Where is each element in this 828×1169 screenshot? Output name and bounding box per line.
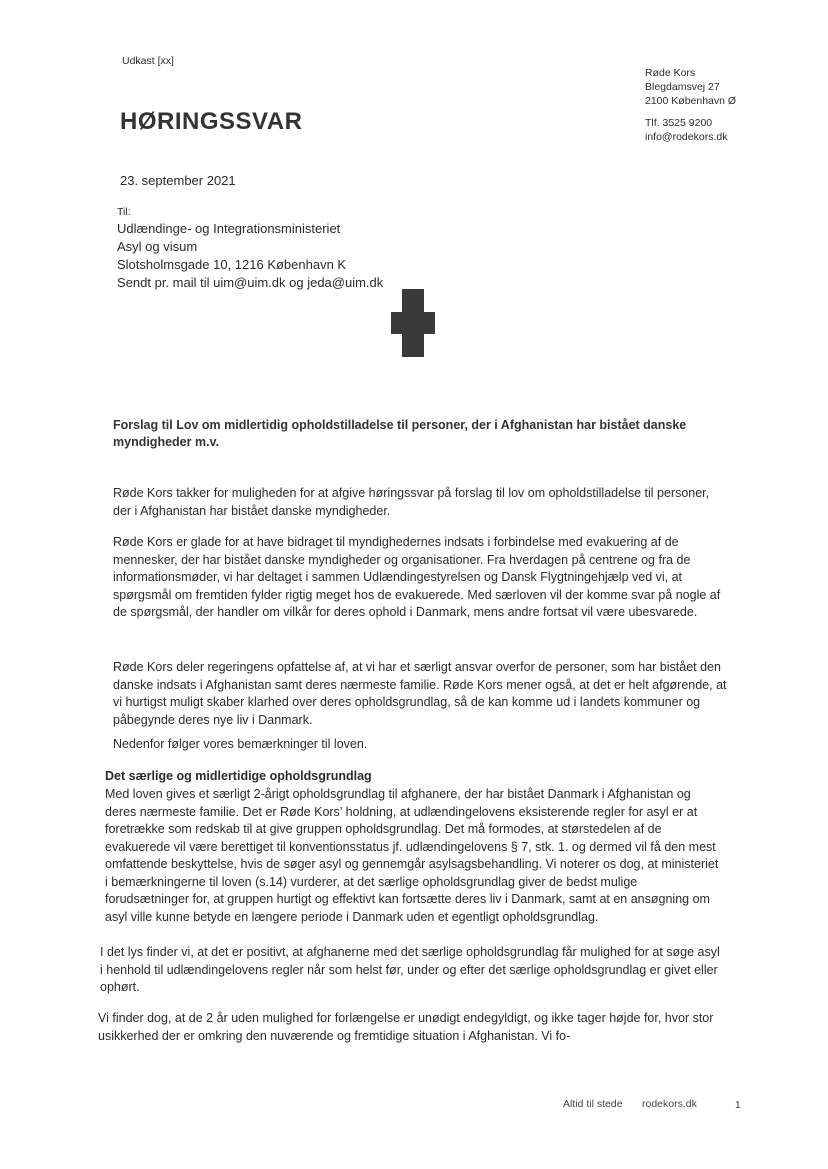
section-paragraph: Med loven gives et særligt 2-årigt opholdsgrundlag til afghanere, der har bistået Danmark i Afghanistan og deres nærmeste familie. Det er Røde Kors’ holdning, at udlændingelovens eksisterende regler for asyl er at foretrække som redskab til at give gruppen opholdsgrundlag. Det må formodes, at størstedelen af de evakuerede vil være berettiget til konventionsstatus jf. udlændingelovens § 7, stk. 1. og dermed vil få den mest omfattende beskyttelse, hvis de søger asyl og gennemgår asylsagsbehandling. Vi noterer os dog, at ministeriet i bemærkningerne til loven (s.14) vurderer, at det særlige opholdsgrundlag giver de bedst mulige forudsætninger for, at gruppen hurtigt og effektivt kan fortsætte deres liv i Danmark, samt at en ansøgning om asyl ville kunne betyde en længere periode i Danmark uden et egentligt opholdsgrundlag.: [105, 787, 719, 924]
sender-contact: [645, 116, 727, 144]
sender-name: Røde Kors: [645, 67, 696, 79]
body-paragraph: Røde Kors deler regeringens opfattelse af, at vi har et særligt ansvar overfor de personer, som har bistået den danske indsats i Afghanistan samt deres nærmeste familie. Røde Kors mener også, at det er helt afgørende, at vi hurtigst muligt skaber klarhed over deres opholdsgrundlag, så de kan komme ud i landets kommuner og påbegynde deres nye liv i Danmark.: [113, 660, 727, 727]
recipient-line: Udlændinge- og Integrationsministeriet: [117, 221, 341, 236]
sender-email: info@rodekors.dk: [645, 131, 728, 143]
document-date: 23. september 2021: [120, 173, 236, 188]
document-title: HØRINGSSVAR: [120, 108, 303, 135]
subject-heading: Forslag til Lov om midlertidig opholdstilladelse til personer, der i Afghanistan har bistået danske myndigheder m.v.: [113, 418, 687, 449]
red-cross-logo-icon: [391, 289, 435, 357]
recipient-line: Asyl og visum: [117, 239, 198, 254]
body-paragraph: Røde Kors er glade for at have bidraget til myndighedernes indsats i forbindelse med evakuering af de mennesker, der har bistået danske myndigheder og organisationer. Fra hverdagen på centrene og fra de informationsmøder, vi har deltaget i sammen Udlændingestyrelsen og Dansk Flygtningehjælp ved vi, at spørgsmål om fremtiden fylder rigtig meget hos de evakuerede. Med særloven vil der komme svar på nogle af de spørgsmål, der handler om vilkår for deres ophold i Danmark, mens andre fortsat vil være ubesvarede.: [113, 535, 721, 619]
section-paragraph: Vi finder dog, at de 2 år uden mulighed for forlængelse er unødigt endegyldigt, og ikke tager højde for, hvor stor usikkerhed der er omkring den nuværende og fremtidige situation i Afghanistan. Vi fo-: [98, 1011, 714, 1043]
body-paragraph: Røde Kors takker for muligheden for at afgive høringssvar på forslag til lov om opholdstilladelse til personer, der i Afghanistan har bistået danske myndigheder.: [113, 486, 710, 518]
footer-tagline: Altid til stede: [563, 1098, 623, 1110]
body-paragraph: Nedenfor følger vores bemærkninger til loven.: [113, 737, 368, 751]
recipient-line: Sendt pr. mail til uim@uim.dk og jeda@uim.dk: [117, 275, 384, 290]
sender-address: [645, 66, 736, 108]
recipient-label: Til:: [117, 206, 131, 218]
section-heading: Det særlige og midlertidige opholdsgrundlag: [105, 769, 372, 783]
sender-city: 2100 København Ø: [645, 95, 737, 107]
sender-phone: Tlf. 3525 9200: [645, 117, 713, 129]
page-number: 1: [735, 1099, 741, 1111]
sender-street: Blegdamsvej 27: [645, 81, 720, 93]
recipient-block: [117, 205, 383, 292]
recipient-line: Slotsholmsgade 10, 1216 København K: [117, 257, 347, 272]
footer-website-link[interactable]: rodekors.dk: [642, 1098, 697, 1110]
section-paragraph: I det lys finder vi, at det er positivt, at afghanerne med det særlige opholdsgrundlag får mulighed for at søge asyl i henhold til udlændingelovens regler når som helst før, under og efter det særlige opholdsgrundlag er givet eller ophørt.: [100, 945, 720, 994]
draft-label: Udkast [xx]: [122, 55, 174, 67]
